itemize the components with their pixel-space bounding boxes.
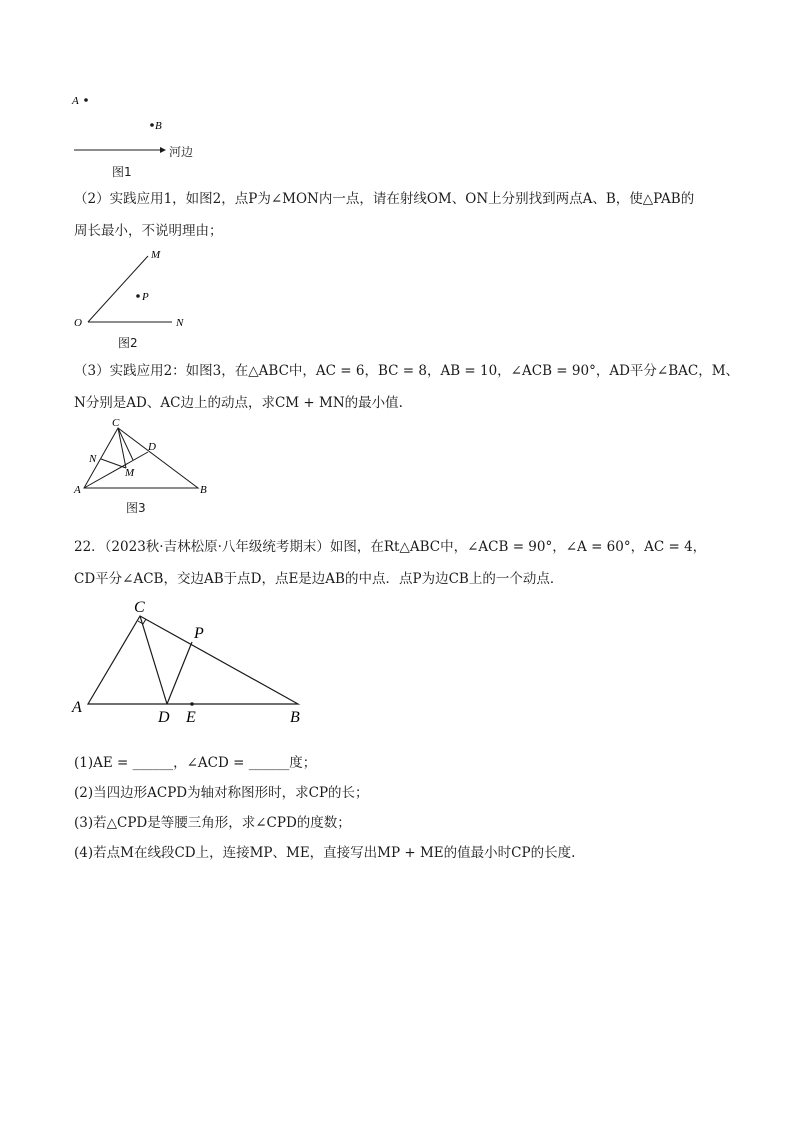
figure-1 bbox=[68, 90, 208, 180]
label-o: O bbox=[74, 317, 82, 329]
figure-4-drawing bbox=[68, 594, 318, 728]
segment-nm bbox=[101, 459, 126, 468]
label-d: D bbox=[148, 441, 156, 453]
question-22-line-1: 22．（2023秋·吉林松原·八年级统考期末）如图，在Rt△ABC中，∠ACB = 90°，∠A = 60°，AC = 4， bbox=[74, 539, 707, 555]
label-b: B bbox=[155, 120, 162, 132]
figure-2-drawing bbox=[68, 244, 208, 354]
label-n: N bbox=[89, 453, 97, 465]
label-p: P bbox=[142, 291, 149, 303]
figure-3-caption: 图3 bbox=[126, 501, 146, 515]
label-d: D bbox=[158, 709, 170, 726]
question-2-line-1: （2）实践应用1，如图2，点P为∠MON内一点，请在射线OM、ON上分别找到两点A、B，使△PAB的 bbox=[74, 191, 695, 207]
segment-dp bbox=[167, 642, 192, 704]
label-c: C bbox=[134, 599, 145, 616]
triangle-abc bbox=[88, 616, 298, 704]
sub-question-1: (1)AE = ______，∠ACD = ______度； bbox=[74, 755, 317, 771]
segment-cm bbox=[118, 428, 126, 468]
label-a: A bbox=[72, 699, 82, 716]
label-m: M bbox=[151, 249, 161, 261]
figure-3 bbox=[68, 416, 218, 516]
question-3-line-2: N分别是AD、AC边上的动点，求CM + MN的最小值. bbox=[74, 395, 403, 411]
segment-c-inner bbox=[118, 428, 133, 460]
river-label: 河边 bbox=[169, 145, 194, 159]
point-a bbox=[84, 98, 88, 102]
figure-4 bbox=[68, 594, 318, 728]
label-a: A bbox=[72, 95, 79, 107]
question-3-line-1: （3）实践应用2：如图3，在△ABC中，AC = 6，BC = 8，AB = 10，∠ACB = 90°，AD平分∠BAC，M、 bbox=[74, 363, 740, 379]
figure-2 bbox=[68, 244, 208, 354]
label-b: B bbox=[200, 484, 207, 496]
label-n: N bbox=[176, 317, 184, 329]
figure-1-drawing bbox=[68, 90, 208, 180]
river-arrow bbox=[160, 147, 166, 153]
point-p bbox=[136, 294, 140, 298]
label-m: M bbox=[125, 467, 135, 479]
label-p: P bbox=[194, 625, 204, 642]
triangle-abc bbox=[84, 428, 198, 488]
sub-question-3: (3)若△CPD是等腰三角形，求∠CPD的度数； bbox=[74, 815, 351, 831]
sub-question-2: (2)当四边形ACPD为轴对称图形时，求CP的长； bbox=[74, 785, 369, 801]
label-e: E bbox=[186, 709, 196, 726]
label-b: B bbox=[290, 709, 300, 726]
ray-om bbox=[88, 256, 148, 322]
question-22-line-2: CD平分∠ACB，交边AB于点D，点E是边AB的中点．点P为边CB上的一个动点． bbox=[74, 571, 564, 587]
label-a: A bbox=[74, 484, 81, 496]
figure-1-caption: 图1 bbox=[112, 165, 132, 179]
sub-question-4: (4)若点M在线段CD上，连接MP、ME，直接写出MP + ME的值最小时CP的长度. bbox=[74, 845, 576, 861]
point-e bbox=[190, 702, 194, 706]
figure-2-caption: 图2 bbox=[118, 336, 138, 350]
point-b bbox=[150, 123, 154, 127]
question-2-line-2: 周长最小，不说明理由； bbox=[74, 223, 223, 239]
label-c: C bbox=[112, 417, 120, 429]
